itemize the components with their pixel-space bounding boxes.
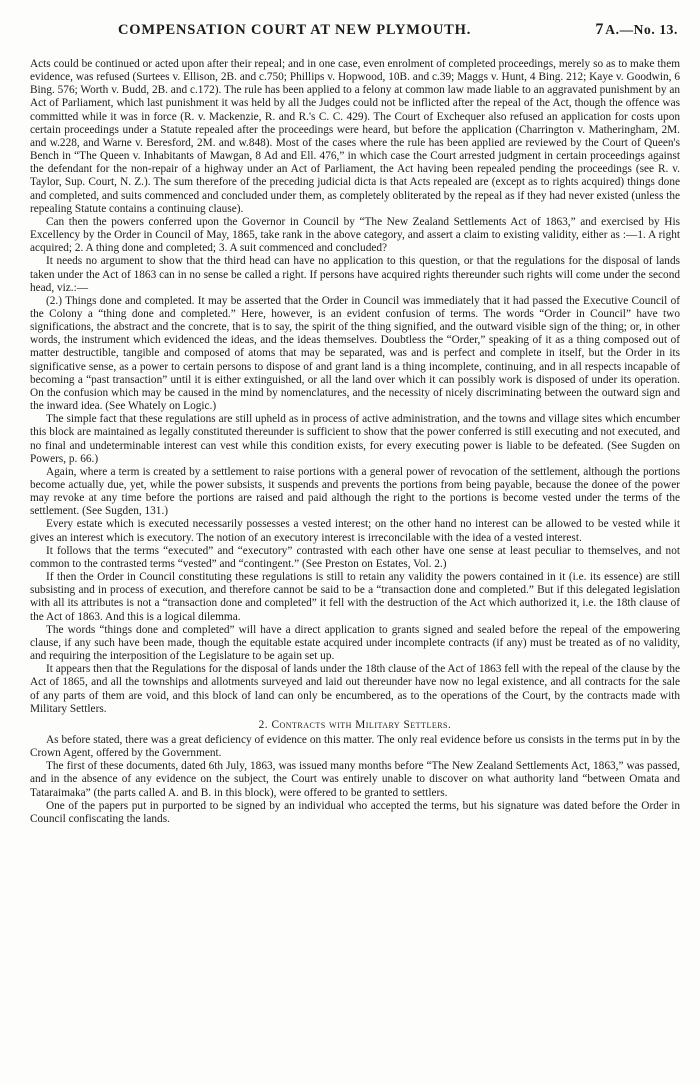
paragraph: The words “things done and completed” will have a direct application to grants signed and sealed before the repeal of the empowering clause, if any such have been made, though the equitable estate acquired under incomplete contracts (if any) must be treated as of no validity, and requiring the interposition of the Legislature to be again set up. xyxy=(30,623,680,663)
paragraph: It follows that the terms “executed” and “executory” contrasted with each other have one sense at least peculiar to themselves, and not common to the contrasted terms “vested” and “contingent.” (See Preston on Estates, Vol. 2.) xyxy=(30,544,680,570)
document-reference: A.—No. 13. xyxy=(605,22,678,37)
paragraph: It needs no argument to show that the third head can have no application to this question, or that the regulations for the disposal of lands taken under the Act of 1863 can in no sense be called a right. If persons have acquired rights thereunder such rights will come under the second head, viz.:— xyxy=(30,255,680,294)
paragraph: (2.) Things done and completed. It may be asserted that the Order in Council was immediately that it had passed the Executive Council of the Colony a “thing done and completed.” Here, however, is an evident confusion of terms. The words “Order in Council” have two significations, the abstract and the concrete, that is to say, the spirit of the thing signified, and the outward visible sign of the thing; or, in other words, the instrument which evidenced the ideas, and the ideas themselves. Doubtless the “Order,” speaking of it as a thing composed out of matter destructible, tangible and composed of atoms that may be separated, was and is perfect and complete in itself, but the Order in its significative sense, as a power to certain persons to dispose of and grant land is a thing incomplete, continuing, and in all respects incapable of becoming a “past transaction” until it is either extinguished, or all the land over which it can possibly work is disposed of under its operation. On the confusion which may be caused in the mind by nomenclatures, and the necessity of nicely discriminating between the outward sign and the inward idea. (See Whately on Logic.) xyxy=(30,294,680,413)
body-text xyxy=(30,58,680,826)
page-number: 7 xyxy=(595,21,604,38)
paragraph: Acts could be continued or acted upon after their repeal; and in one case, even enrolment of completed proceedings, merely so as to make them evidence, was refused (Surtees v. Ellison, 2B. and c.750; Phillips v. Hopwood, 10B. and c.39; Maggs v. Hunt, 4 Bing. 212; Kaye v. Goodwin, 6 Bing. 576; Worth v. Budd, 2B. and c.172). The rule has been applied to a felony at common law made liable to an aggravated punishment by an Act of Parliament, which last punishment it was held by all the Judges could not be inflicted after the repeal of the Act, though the offence was committed while it was in force (R. v. Mackenzie, R. and R.'s C. C. 429). The Court of Exchequer also refused an application for costs upon certain proceedings under a Statute repealed after the proceedings were heard, but before the application (Charrington v. Matheringham, 2M. and w.228, and Warne v. Beresford, 2M. and w.848). Most of the cases where the rule has been applied are reviewed by the Court of Queen's Bench in “The Queen v. Inhabitants of Mawgan, 8 Ad and Ell. 476,” in which case the Court arrested judgment in certain proceedings against the defendant for the non-repair of a highway under an Act of Parliament, the Act having been repealed pending the proceedings (see R. v. Taylor, Sup. Court, N. Z.). The sum therefore of the preceding judicial dicta is that Acts repealed are (except as to rights acquired) things done and completed, and suits commenced and concluded under them, as completely obliterated by the repeal as if they had never existed (unless the repealing Statute contains a continuing clause). xyxy=(30,58,680,215)
paragraph: Every estate which is executed necessarily possesses a vested interest; on the other hand no interest can be allowed to be vested while it gives an interest which is executory. The notion of an executory interest is irreconcilable with the idea of a vested interest. xyxy=(30,518,680,544)
running-title: COMPENSATION COURT AT NEW PLYMOUTH. xyxy=(118,22,472,38)
paragraph: One of the papers put in purported to be signed by an individual who accepted the terms, but his signature was dated before the Order in Council confiscating the lands. xyxy=(30,799,680,825)
paragraph: It appears then that the Regulations for the disposal of lands under the 18th clause of the Act of 1863 fell with the repeal of the clause by the Act of 1865, and all the townships and allotments surveyed and laid out thereunder have now no legal existence, and all contracts for the sale of any parts of them are void, and this block of land can only be encumbered, as to the operations of the Court, by the contracts made with Military Settlers. xyxy=(30,663,680,715)
paragraph: Can then the powers conferred upon the Governor in Council by “The New Zealand Settlements Act of 1863,” and exercised by His Excellency by the Order in Council of May, 1865, take rank in the above category, and assert a claim to existing validity, either as :—1. A right acquired; 2. A thing done and completed; 3. A suit commenced and concluded? xyxy=(30,215,680,255)
paragraph: As before stated, there was a great deficiency of evidence on this matter. The only real evidence before us consists in the terms put in by the Crown Agent, offered by the Government. xyxy=(30,733,680,760)
page-header xyxy=(28,22,678,44)
paragraph: Again, where a term is created by a settlement to raise portions with a general power of revocation of the settlement, although the portions become actually due, yet, while the power subsists, it suspends and prevents the portions from being payable, because the donee of the power may revoke at any time before the portions are raised and paid although the right to the portions is become vested under the terms of the settlement. (See Sugden, 131.) xyxy=(30,465,680,518)
paragraph: If then the Order in Council constituting these regulations is still to retain any validity the powers contained in it (i.e. its essence) are still subsisting and in process of execution, and therefore cannot be said to be a “transaction done and completed.” But if this delegated legislation with all its attributes is not a “transaction done and completed” it fell with the destruction of the Act which authorized it, i.e. the 18th clause of the Act of 1863. And this is a logical dilemma. xyxy=(30,571,680,623)
paragraph: The first of these documents, dated 6th July, 1863, was issued many months before “The New Zealand Settlements Act, 1863,” was passed, and in the absence of any evidence on the subject, the Court was entirely unable to discover on what authority land “between Omata and Tataraimaka” (the parts called A. and B. in this block), were offered to be granted to settlers. xyxy=(30,760,680,799)
paragraph: The simple fact that these regulations are still upheld as in process of active administration, and the towns and village sites which encumber this block are maintained as legally constituted thereunder is sufficient to show that the power conferred is still executing and not executed, and no final and undeterminable interest can vest while this condition exists, for every executing power is liable to be defeated. (See Sugden on Powers, p. 66.) xyxy=(30,413,680,465)
section-heading: 2. Contracts with Military Settlers. xyxy=(258,718,452,731)
